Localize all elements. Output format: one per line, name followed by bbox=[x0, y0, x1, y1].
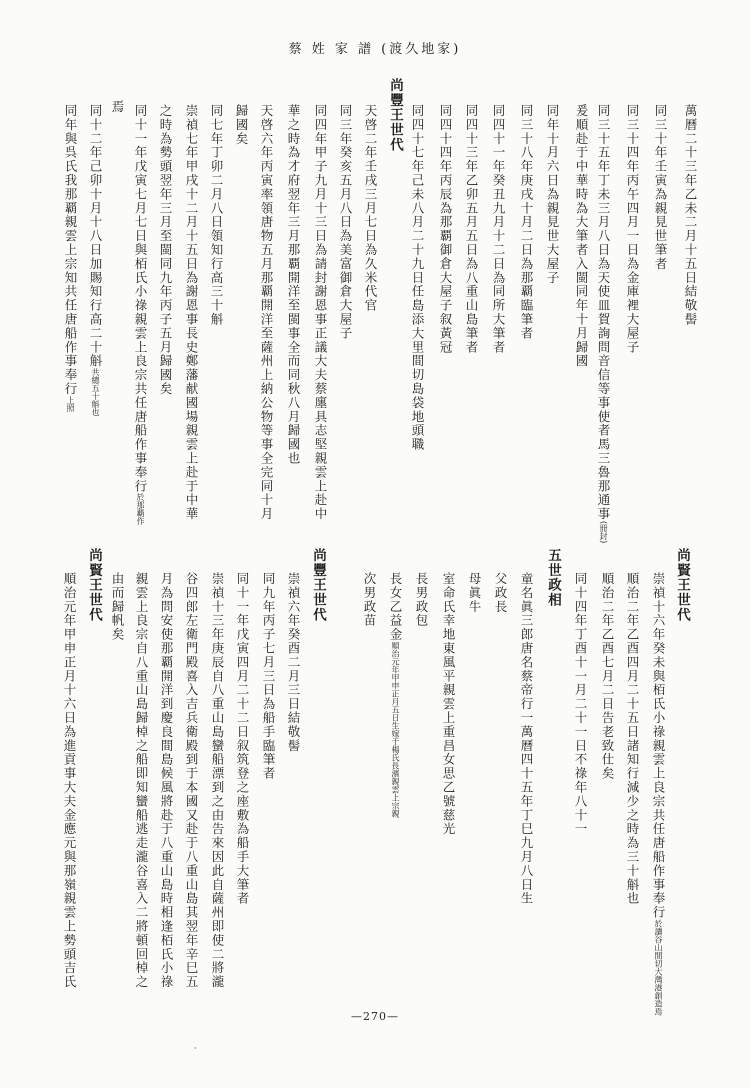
upper-column bbox=[208, 104, 224, 326]
lower-column bbox=[310, 548, 326, 623]
lower-column bbox=[674, 548, 690, 623]
upper-column bbox=[624, 104, 640, 354]
annotation-note: 於那覇作 bbox=[136, 493, 145, 526]
column-text: 同四十一年癸丑九月十二日為同所大筆者 bbox=[491, 104, 506, 355]
upper-column bbox=[518, 104, 534, 340]
column-text: 萬曆二十三年乙未二月十五日結敬髻 bbox=[683, 104, 698, 327]
column-text: 母眞牛 bbox=[467, 572, 482, 614]
upper-column bbox=[233, 104, 249, 146]
column-text: 同十四年丁酉十一月二十一日不祿年八十一 bbox=[573, 572, 588, 837]
page-number: —270— bbox=[351, 1010, 399, 1023]
column-text: 同九年丙子七月三日為船手臨筆者 bbox=[261, 572, 276, 781]
column-text: 天啓二年壬戌三月七日為久米代官 bbox=[363, 104, 378, 313]
column-text: 崇禎七年甲戌十二月十五日為謝恩事長史鄭藩献國場親雲上赴于中華 bbox=[184, 104, 199, 521]
column-text: 順治二年乙酉四月二十五日諸知行減少之時為三十斛也 bbox=[625, 572, 640, 906]
annotation-note: 順治元年甲申正月五日生嫁于楊氏長濱親雲上宗親 bbox=[391, 641, 400, 818]
column-text: 同三十四年丙午四月一日為金庫裡大屋子 bbox=[625, 104, 640, 355]
upper-column bbox=[132, 104, 148, 525]
column-text: 由而歸帆矣 bbox=[110, 572, 125, 642]
column-text: 同三十五年丁未三月八日為天使皿賀詢問音信等事使者馬三魯那通事 bbox=[596, 104, 611, 521]
column-text: 五世政相 bbox=[545, 548, 561, 608]
upper-column bbox=[437, 104, 453, 354]
column-text: 爰順赴于中華時為大筆者入閩同年十月歸國 bbox=[574, 104, 589, 369]
column-text: 同十一年戊寅四月二十二日叙筑登之座敷為船手大筆者 bbox=[235, 572, 250, 906]
upper-column bbox=[409, 104, 425, 452]
column-text: 順治二年乙酉七月二日告老致仕矣 bbox=[600, 572, 615, 781]
column-text: 同三十年壬寅為親見世筆者 bbox=[653, 104, 668, 271]
lower-column bbox=[158, 572, 174, 989]
column-text: 崇禎六年癸酉二月三日結敬髻 bbox=[286, 572, 301, 753]
column-text: 崇禎十三年庚辰自八重山島蠻船漂到之由告來因此自薩州即使二將瀧 bbox=[210, 572, 225, 989]
column-text: 谷四郎左衛門殿喜入吉兵衛殿到于本國又赴于八重山島其翌年辛巳五 bbox=[184, 572, 199, 989]
column-text: 歸國矣 bbox=[234, 104, 249, 146]
upper-column bbox=[387, 78, 403, 153]
column-text: 父政長 bbox=[493, 572, 508, 614]
upper-column bbox=[62, 104, 78, 412]
annotation-note: 上照 bbox=[66, 395, 75, 412]
column-text: 同四十七年己未八月二十九日任島添大里間切島袋地頭職 bbox=[410, 104, 425, 452]
page-header: 蔡 姓 家 譜 (渡久地家) bbox=[288, 42, 462, 57]
upper-column bbox=[463, 104, 479, 354]
upper-column bbox=[87, 104, 103, 416]
lower-column bbox=[440, 572, 456, 836]
lower-column bbox=[86, 548, 102, 623]
lower-column bbox=[209, 572, 225, 989]
column-text: 焉 bbox=[110, 100, 125, 114]
column-text: 同三年癸亥五月八日為美富御倉大屋子 bbox=[338, 104, 353, 341]
annotation-note: 於讀谷山間切大灣港創造焉 bbox=[654, 919, 663, 1016]
lower-column bbox=[183, 572, 199, 989]
upper-column bbox=[682, 104, 698, 326]
column-text: 尚賢王世代 bbox=[674, 548, 690, 623]
upper-column bbox=[312, 104, 328, 521]
lower-column bbox=[413, 572, 429, 628]
annotation-note: (冊封) bbox=[599, 521, 608, 544]
column-text: 同四年甲子九月十三日為請封謝恩事正議大夫蔡廛具志堅親雲上赴中 bbox=[313, 104, 328, 521]
column-text: 長女乙益金 bbox=[388, 572, 403, 642]
column-text: 尚豐王世代 bbox=[387, 78, 403, 153]
lower-column bbox=[133, 572, 149, 989]
column-text: 崇禎十六年癸未與栢氏小祿親雲上良宗共任唐船作事奉行 bbox=[651, 572, 666, 920]
upper-column bbox=[362, 104, 378, 313]
lower-column bbox=[599, 572, 615, 781]
column-text: 同年十月六日為親見世大屋子 bbox=[545, 104, 560, 285]
column-text: 天啓六年丙寅率領唐物五月那覇開洋至薩州上納公物等事全完同十月 bbox=[259, 104, 274, 521]
upper-column bbox=[490, 104, 506, 354]
lower-column bbox=[518, 572, 534, 906]
lower-column bbox=[61, 572, 77, 989]
lower-column bbox=[624, 572, 640, 906]
column-text: 月為問安使那覇開洋到慶良間島候風將赴于八重山島時相逢栢氏小祿 bbox=[159, 572, 174, 989]
upper-column bbox=[337, 104, 353, 340]
upper-column bbox=[109, 100, 125, 114]
column-text: 親雲上良宗自八重山島歸棹之船即知蠻船逃走瀧谷喜入二將頓回棹之 bbox=[134, 572, 149, 989]
upper-column bbox=[285, 104, 301, 465]
column-text: 同七年丁卯二月八日領知行高三十斛 bbox=[209, 104, 224, 327]
column-text: 室命氏幸地東風平親雲上重昌女思乙號慈光 bbox=[441, 572, 456, 837]
lower-column bbox=[492, 572, 508, 614]
upper-column bbox=[595, 104, 611, 543]
upper-column bbox=[183, 104, 199, 521]
column-text: 之時為勢頭翌年三月至閩同九年丙子五月歸國矣 bbox=[158, 104, 173, 396]
column-text: 同四十三年乙卯五月五日為八重山島筆者 bbox=[464, 104, 479, 355]
upper-column bbox=[573, 104, 589, 368]
column-text: 同十一年戊寅七月七日與栢氏小祿親雲上良宗共任唐船作事奉行 bbox=[133, 104, 148, 494]
lower-column bbox=[572, 572, 588, 836]
stray-dot: · bbox=[194, 1044, 197, 1053]
column-text: 次男政苗 bbox=[362, 572, 377, 628]
column-text: 同三十八年庚戌十月二日為那覇臨筆者 bbox=[519, 104, 534, 341]
lower-column bbox=[285, 572, 301, 753]
lower-column bbox=[234, 572, 250, 906]
lower-column bbox=[466, 572, 482, 614]
column-text: 華之時為才府翌年三月那覇開洋至閩事全而同秋八月歸國也 bbox=[286, 104, 301, 466]
column-text: 同年與呉氏我那覇親雲上宗知共任唐船作事奉行 bbox=[63, 104, 78, 396]
upper-column bbox=[157, 104, 173, 396]
lower-column bbox=[109, 572, 125, 642]
upper-column bbox=[652, 104, 668, 271]
column-text: 長男政包 bbox=[414, 572, 429, 628]
lower-column bbox=[545, 548, 561, 608]
column-text: 童名眞三郎唐名蔡帝行一萬曆四十五年丁巳九月八日生 bbox=[519, 572, 534, 906]
column-text: 同十二年己卯十月十八日加賜知行高二十斛 bbox=[88, 104, 103, 369]
annotation-note: 共總五十斛也 bbox=[91, 368, 100, 417]
lower-column bbox=[387, 572, 403, 818]
upper-column bbox=[544, 104, 560, 285]
upper-column bbox=[258, 104, 274, 521]
column-text: 尚豐王世代 bbox=[310, 548, 326, 623]
column-text: 尚賢王世代 bbox=[86, 548, 102, 623]
column-text: 同四十四年丙辰為那覇御倉大屋子叙黃冠 bbox=[438, 104, 453, 355]
lower-column bbox=[260, 572, 276, 781]
column-text: 順治元年甲申正月十六日為進貢事大夫金應元與那嶺親雲上勢頭吉氏 bbox=[62, 572, 77, 989]
lower-column bbox=[361, 572, 377, 628]
lower-column bbox=[650, 572, 666, 1016]
